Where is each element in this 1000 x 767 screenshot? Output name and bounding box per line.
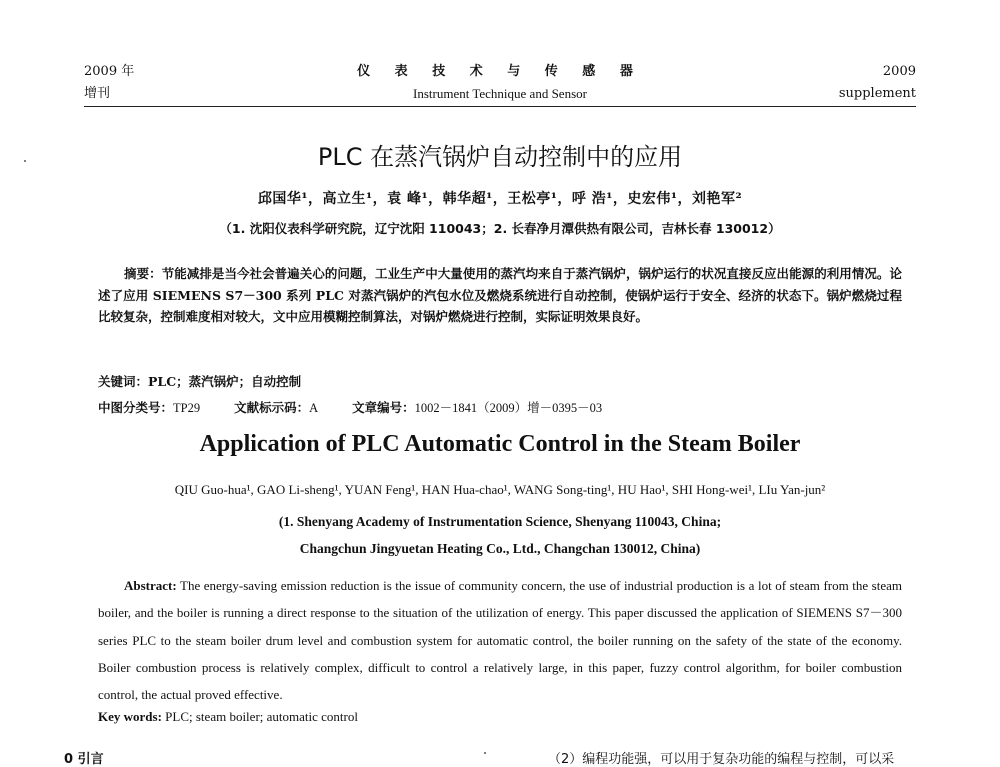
keywords-cn: [98, 372, 301, 390]
abstract-cn-text: 节能减排是当今社会普遍关心的问题，工业生产中大量使用的蒸汽均来自于蒸汽锅炉，锅炉运行的状况直接反应出能源的利用情况。论述了应用 SIEMENS S7－300 系列 PLC 对蒸汽锅炉的汽包水位及燃烧系统进行自动控制，使锅炉运行于安全、经济的状态下。锅炉燃烧过程比较复杂，控制难度相对较大，文中应用模糊控制算法，对锅炉燃烧进行控制，实际证明效果良好。: [98, 266, 902, 324]
article-number-value: 1002－1841（2009）增－0395－03: [414, 401, 603, 415]
classification-line: [98, 398, 632, 416]
journal-title-en: Instrument Technique and Sensor: [413, 86, 587, 101]
keywords-en: [98, 709, 358, 725]
header-issue-left: 增刊: [84, 86, 111, 101]
abstract-cn-label: 摘要：: [124, 266, 162, 281]
header-issue-right: supplement: [838, 86, 916, 101]
abstract-en: [98, 572, 902, 708]
affiliation-en-line2: Changchun Jingyuetan Heating Co., Ltd., Changchan 130012, China): [299, 541, 701, 556]
column2-body-text: （2）编程功能强，可以用于复杂功能的编程与控制，可以采: [548, 752, 895, 767]
scan-speck: [484, 752, 486, 754]
abstract-en-text: The energy-saving emission reduction is the issue of community concern, the use of industrial production is a lot of steam from the steam boiler, and the boiler is running a direct response to the situation of the utilization of energy. This paper discussed the application of SIEMENS S7－300 series PLC to the steam boiler drum level and combustion system for automatic control, the boiler running on the safety of the state of the economy. Boiler combustion process is relatively complex, difficult to control a relatively large, in this paper, fuzzy control algorithm, for boiler combustion control, the actual proved effective.: [98, 578, 902, 703]
section-heading-introduction: 0 引言: [64, 752, 104, 767]
paper-title-cn: PLC 在蒸汽锅炉自动控制中的应用: [317, 143, 683, 171]
keywords-en-label: Key words:: [98, 709, 162, 724]
abstract-en-label: Abstract:: [124, 578, 177, 593]
authors-en: QIU Guo-hua¹, GAO Li-sheng¹, YUAN Feng¹, HAN Hua-chao¹, WANG Song-ting¹, HU Hao¹, SHI Hong-wei¹, LIu Yan-jun²: [174, 482, 826, 497]
abstract-cn: [98, 263, 902, 328]
doc-code-value: A: [309, 401, 319, 415]
keywords-cn-label: 关键词：: [98, 374, 149, 389]
affiliation-en-line1: (1. Shenyang Academy of Instrumentation Science, Shenyang 110043, China;: [278, 514, 722, 529]
journal-title-cn: 仪 表 技 术 与 传 感 器: [357, 64, 643, 79]
authors-cn: 邱国华¹，高立生¹，袁 峰¹，韩华超¹，王松亭¹，呼 浩¹，史宏伟¹，刘艳军²: [257, 191, 743, 207]
clc-value: TP29: [173, 401, 201, 415]
affiliation-en: [0, 508, 1000, 562]
keywords-en-text: PLC; steam boiler; automatic control: [161, 709, 358, 724]
doc-code-label: 文献标示码：: [234, 400, 310, 415]
keywords-cn-text: PLC；蒸汽锅炉；自动控制: [148, 374, 302, 389]
header-divider: [84, 106, 916, 107]
affiliation-cn: （1. 沈阳仪表科学研究院，辽宁沈阳 110043；2. 长春净月潭供热有限公司，吉林长春 130012）: [219, 221, 781, 236]
article-number-label: 文章编号：: [352, 400, 415, 415]
paper-title-en: Application of PLC Automatic Control in the Steam Boiler: [199, 431, 801, 457]
scan-speck: [24, 160, 26, 162]
header-year-right: 2009: [882, 64, 916, 79]
header-year-left: 2009 年: [84, 64, 135, 79]
clc-label: 中图分类号：: [98, 400, 174, 415]
